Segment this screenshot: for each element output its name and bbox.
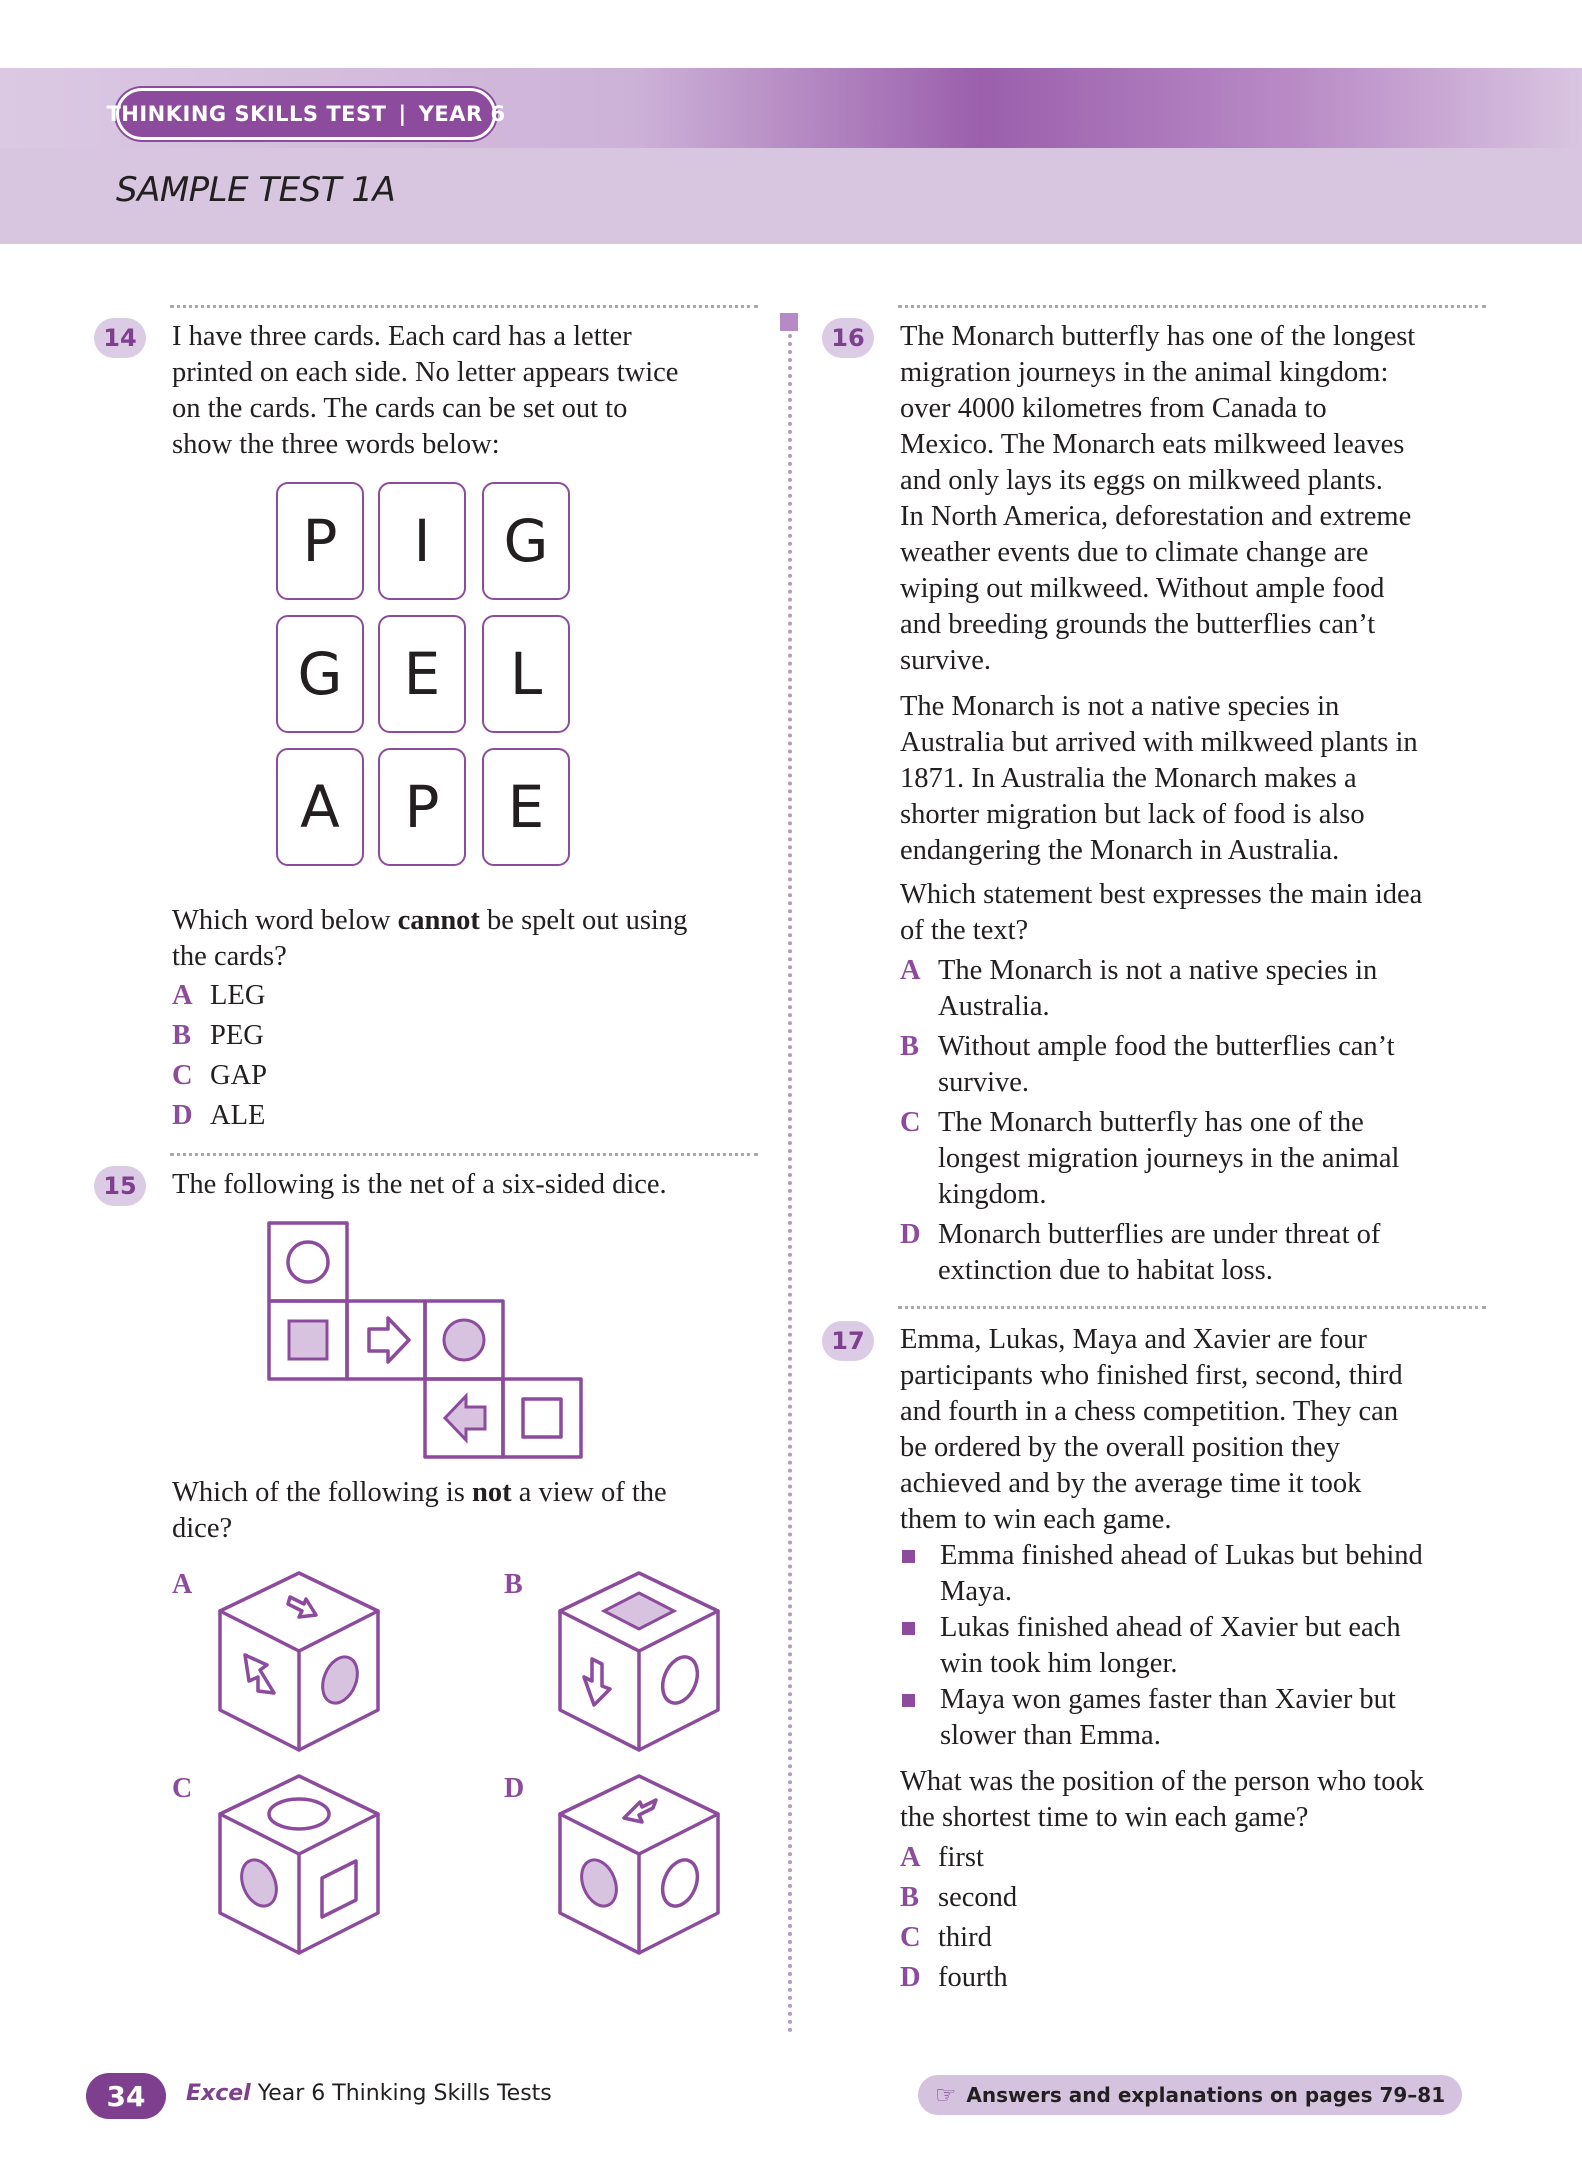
option-letter: C [900, 1107, 921, 1138]
option-text: fourth [938, 1962, 1008, 1993]
dice-label-d[interactable]: D [504, 1773, 525, 1804]
q17-clue [902, 1538, 1423, 1610]
option-letter: B [900, 1882, 920, 1913]
option-line: The Monarch butterfly has one of the [938, 1107, 1364, 1138]
option-line: Monarch butterflies are under threat of [938, 1219, 1381, 1250]
answers-text: Answers and explanations on pages 79–81 [966, 2083, 1446, 2107]
q16-question-line: of the text? [900, 915, 1029, 946]
q14-option-b[interactable] [172, 1018, 264, 1054]
option-letter: D [900, 1962, 921, 1993]
question-number-15: 15 [94, 1166, 146, 1206]
q17-question-line: What was the position of the person who took [900, 1766, 1424, 1797]
option-text: PEG [210, 1020, 264, 1051]
bullet-square-icon [902, 1694, 915, 1707]
option-line: longest migration journeys in the animal [938, 1143, 1400, 1174]
dice-net [262, 1216, 594, 1460]
letter-card: L [482, 615, 570, 733]
option-letter: D [172, 1100, 193, 1131]
q16-line: Australia but arrived with milkweed plants in [900, 727, 1418, 758]
q17-question-line: the shortest time to win each game? [900, 1802, 1309, 1833]
option-letter: C [900, 1922, 921, 1953]
q16-line: shorter migration but lack of food is also [900, 799, 1365, 830]
option-letter: C [172, 1060, 193, 1091]
q14-option-d[interactable] [172, 1098, 265, 1134]
oval-icon [656, 1855, 704, 1911]
dice-view-a[interactable] [216, 1567, 386, 1757]
q17-line: be ordered by the overall position they [900, 1432, 1341, 1463]
q17-line: participants who finished first, second, third [900, 1360, 1403, 1391]
q16-option-c[interactable] [900, 1105, 1480, 1213]
q17-option-c[interactable] [900, 1920, 992, 1956]
oval-filled-icon [316, 1652, 364, 1708]
q16-question-line: Which statement best expresses the main idea [900, 879, 1423, 910]
option-line: kingdom. [938, 1179, 1047, 1210]
arrow-right-icon [369, 1318, 409, 1362]
arrow-down-icon [584, 1659, 610, 1705]
q16-line: over 4000 kilometres from Canada to [900, 393, 1327, 424]
clue-line: Lukas finished ahead of Xavier but each [940, 1612, 1401, 1643]
dice-view-c[interactable] [216, 1770, 386, 1960]
question-number-14: 14 [94, 318, 146, 358]
q17-line: and fourth in a chess competition. They can [900, 1396, 1399, 1427]
q17-line: them to win each game. [900, 1504, 1172, 1535]
option-line: Australia. [938, 991, 1050, 1022]
option-letter: A [172, 980, 193, 1011]
dice-label-b[interactable]: B [504, 1569, 523, 1600]
series-year: YEAR 6 [418, 102, 506, 126]
dice-view-d[interactable] [556, 1770, 726, 1960]
q16-paragraph-2 [900, 689, 1418, 869]
q14-option-a[interactable] [172, 978, 265, 1014]
series-title: THINKING SKILLS TEST [106, 102, 387, 126]
page-number: 34 [86, 2073, 166, 2119]
divider-q16 [898, 305, 1486, 308]
q15-question-pre: Which of the following is [172, 1477, 472, 1508]
q15-question-bold: not [472, 1477, 512, 1508]
column-marker [780, 313, 798, 331]
q17-option-d[interactable] [900, 1960, 1008, 1996]
q16-line: and only lays its eggs on milkweed plants. [900, 465, 1383, 496]
q16-question [900, 877, 1422, 949]
option-line: extinction due to habitat loss. [938, 1255, 1273, 1286]
option-letter: D [900, 1219, 921, 1250]
book-name: Year 6 Thinking Skills Tests [250, 2081, 552, 2106]
diamond-filled-icon [604, 1593, 674, 1629]
q16-line: survive. [900, 645, 992, 676]
q16-line: and breeding grounds the butterflies can’t [900, 609, 1376, 640]
dice-label-c[interactable]: C [172, 1773, 193, 1804]
q16-option-a[interactable] [900, 953, 1480, 1025]
q14-question-post: be spelt out using [479, 905, 688, 936]
option-letter: B [900, 1031, 920, 1062]
q14-question-bold: cannot [397, 905, 480, 936]
bullet-square-icon [902, 1622, 915, 1635]
question-number-17: 17 [822, 1321, 874, 1361]
arrow-icon [288, 1597, 316, 1617]
question-number-16: 16 [822, 318, 874, 358]
square-filled-icon [289, 1321, 327, 1359]
q15-question [172, 1475, 667, 1547]
option-text: LEG [210, 980, 266, 1011]
q14-text-line: show the three words below: [172, 429, 500, 460]
q17-clue [902, 1682, 1396, 1754]
q16-line: 1871. In Australia the Monarch makes a [900, 763, 1357, 794]
clue-line: win took him longer. [940, 1648, 1178, 1679]
letter-card: E [378, 615, 466, 733]
letter-card: I [378, 482, 466, 600]
oval-filled-icon [235, 1855, 283, 1911]
series-pill [106, 88, 506, 140]
circle-icon [269, 1799, 329, 1829]
series-separator: | [398, 102, 407, 126]
q16-line: In North America, deforestation and extreme [900, 501, 1412, 532]
q16-line: wiping out milkweed. Without ample food [900, 573, 1385, 604]
circle-icon [288, 1242, 328, 1282]
q14-text-line: on the cards. The cards can be set out to [172, 393, 628, 424]
option-line: Without ample food the butterflies can’t [938, 1031, 1395, 1062]
q17-option-a[interactable] [900, 1840, 984, 1876]
oval-filled-icon [575, 1855, 623, 1911]
letter-card: A [276, 748, 364, 866]
q14-question [172, 903, 687, 975]
book-title [186, 2081, 552, 2106]
square-icon [523, 1399, 561, 1437]
option-line: The Monarch is not a native species in [938, 955, 1378, 986]
q14-option-c[interactable] [172, 1058, 267, 1094]
divider-q15 [170, 1153, 758, 1156]
q14-text [172, 319, 678, 463]
letter-card: G [482, 482, 570, 600]
arrow-icon [624, 1800, 656, 1822]
option-letter: A [900, 955, 921, 986]
q16-line: endangering the Monarch in Australia. [900, 835, 1340, 866]
q15-question-post: a view of the [511, 1477, 667, 1508]
option-text: first [938, 1842, 984, 1873]
letter-card: P [378, 748, 466, 866]
column-divider [788, 334, 792, 2034]
letter-card: P [276, 482, 364, 600]
bullet-square-icon [902, 1550, 915, 1563]
option-letter: B [172, 1020, 192, 1051]
option-line: survive. [938, 1067, 1030, 1098]
arrow-left-icon [445, 1396, 485, 1440]
q17-line: Emma, Lukas, Maya and Xavier are four [900, 1324, 1367, 1355]
q14-question-line2: the cards? [172, 941, 287, 972]
divider-q14 [170, 305, 758, 308]
q17-text [900, 1322, 1403, 1538]
q16-line: weather events due to climate change are [900, 537, 1369, 568]
option-text: ALE [210, 1100, 266, 1131]
option-text: third [938, 1922, 992, 1953]
q16-line: migration journeys in the animal kingdom: [900, 357, 1389, 388]
divider-q17 [898, 1306, 1486, 1309]
clue-line: Emma finished ahead of Lukas but behind [940, 1540, 1423, 1571]
clue-line: Maya won games faster than Xavier but [940, 1684, 1396, 1715]
oval-icon [656, 1652, 704, 1708]
dice-view-b[interactable] [556, 1567, 726, 1757]
brand-name: Excel [186, 2081, 251, 2106]
q16-option-b[interactable] [900, 1029, 1480, 1101]
option-text [938, 1105, 1480, 1213]
option-text: second [938, 1882, 1018, 1913]
letter-card: G [276, 615, 364, 733]
option-text [938, 1217, 1480, 1289]
option-text [938, 953, 1480, 1025]
option-text [938, 1029, 1480, 1101]
q15-question-line2: dice? [172, 1513, 233, 1544]
q14-question-pre: Which word below [172, 905, 398, 936]
circle-filled-icon [444, 1320, 484, 1360]
q16-line: The Monarch is not a native species in [900, 691, 1340, 722]
q16-line: Mexico. The Monarch eats milkweed leaves [900, 429, 1405, 460]
q17-option-b[interactable] [900, 1880, 1017, 1916]
option-letter: A [900, 1842, 921, 1873]
q17-line: achieved and by the average time it took [900, 1468, 1362, 1499]
pointing-hand-icon: ☞ [934, 2081, 957, 2109]
square-icon [322, 1861, 356, 1917]
answers-reference[interactable] [918, 2075, 1462, 2115]
q16-option-d[interactable] [900, 1217, 1480, 1289]
clue-line: Maya. [940, 1576, 1013, 1607]
q16-paragraph-1 [900, 319, 1415, 679]
arrow-icon [245, 1655, 274, 1693]
q17-question [900, 1764, 1424, 1836]
clue-line: slower than Emma. [940, 1720, 1161, 1751]
dice-label-a[interactable]: A [172, 1569, 193, 1600]
option-text: GAP [210, 1060, 268, 1091]
q14-text-line: I have three cards. Each card has a letter [172, 321, 632, 352]
q14-text-line: printed on each side. No letter appears twice [172, 357, 679, 388]
letter-card: E [482, 748, 570, 866]
page-title: SAMPLE TEST 1A [116, 170, 396, 210]
q17-clue [902, 1610, 1401, 1682]
q15-text: The following is the net of a six-sided dice. [172, 1169, 667, 1200]
q16-line: The Monarch butterfly has one of the longest [900, 321, 1416, 352]
